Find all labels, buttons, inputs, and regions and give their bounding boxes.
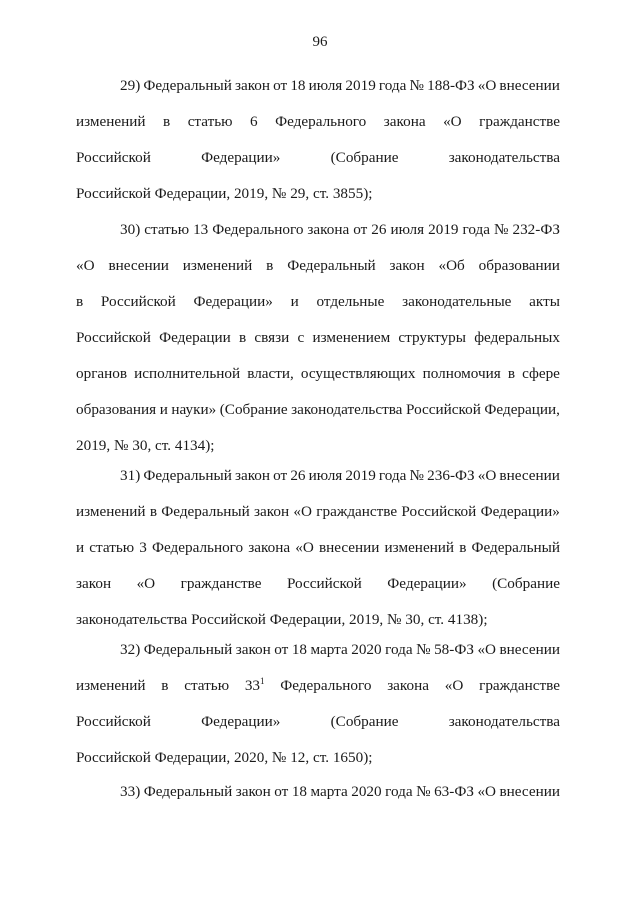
word: 6 [250,113,258,130]
word: 18 [291,641,307,658]
word: и [159,401,168,418]
word: сфере [522,365,560,382]
word: Российской [100,293,176,310]
word: (Собрание [492,575,560,592]
word: законодательства [448,713,560,730]
word: № [416,783,431,800]
word: в [239,329,247,346]
word: изменений [182,257,253,274]
word: года [385,641,413,658]
word: Российской [76,713,151,730]
word: «О [477,641,496,658]
word: «О [295,539,314,556]
word: 26 [371,221,387,238]
text-line [76,148,560,168]
word: 13 [193,221,209,238]
word: образования [76,401,157,418]
word: в [163,113,171,130]
word: (Собрание [330,713,399,730]
word: статью [187,113,233,130]
word: «О [444,677,464,694]
word: Федеральный [287,257,376,274]
text-line [120,220,560,240]
word: закон [76,575,112,592]
word: июля [308,467,343,484]
word: Федеральный [161,503,250,520]
word: Федерального [212,221,304,238]
word: закон [389,257,425,274]
word: Федерации» [201,149,281,166]
text-line [76,574,560,594]
text-line [120,466,560,486]
word: «О [76,257,95,274]
superscript: 1 [260,676,265,686]
word: гражданстве [479,677,560,694]
word: № [493,221,509,238]
word: 2020 [351,641,382,658]
word: полномочия [422,365,501,382]
word: 26 [290,467,306,484]
word: и [290,293,299,310]
word: закона [383,113,426,130]
word: органов [76,365,128,382]
word: июля [390,221,425,238]
word: 31) [120,467,141,484]
word: № [416,641,431,658]
word: внесении [499,783,560,800]
word: исполнительной [134,365,241,382]
word: закон [234,77,271,94]
text-line [76,364,560,384]
word: $33^1$ [244,676,265,694]
word: 30) [120,221,141,238]
text-line [120,76,560,96]
word: внесении [318,539,380,556]
word: науки» [171,401,217,418]
word: законодательные [402,293,512,310]
word: акты [529,293,560,310]
word: власти, [247,365,294,382]
word: Российской [286,575,362,592]
word: Федерального [275,113,367,130]
word: осуществляющих [300,365,416,382]
word: Федерации» [201,713,281,730]
text-line [76,676,560,696]
word: в [149,503,157,520]
word: закон [234,467,271,484]
word: «О [443,113,462,130]
word: и [76,539,85,556]
word: с [297,329,305,346]
text-line: Российской Федерации, 2020, № 12, ст. 1650); [76,749,373,766]
word: изменением [312,329,391,346]
word: структуры [398,329,466,346]
word: отдельные [316,293,385,310]
word: 2020 [351,783,382,800]
word: Федерального [151,539,244,556]
word: года [462,221,490,238]
word: статью [89,539,135,556]
text-line [76,328,560,348]
word: образовании [478,257,560,274]
word: статью [184,677,230,694]
text-line [76,292,560,312]
text-line [76,538,560,558]
word: Федеральный [143,77,232,94]
word: 58-ФЗ [434,641,474,658]
word: Федерального [280,677,372,694]
word: закона [248,539,291,556]
word: закона [307,221,350,238]
word: Федерации, [484,401,560,418]
word: законодательства [291,401,403,418]
word: 232-ФЗ [512,221,560,238]
word: № [409,467,425,484]
word: внесении [499,641,560,658]
word: Российской [401,503,477,520]
word: от [274,783,289,800]
word: от [353,221,368,238]
word: гражданстве [479,113,560,130]
word: (Собрание [330,149,399,166]
word: 3 [139,539,147,556]
word: «О [136,575,156,592]
word: года [385,783,413,800]
text-line [120,782,560,802]
word: года [378,467,407,484]
text-line: Российской Федерации, 2019, № 29, ст. 3855); [76,185,373,202]
word: закона [387,677,429,694]
word: внесении [108,257,169,274]
word: связи [254,329,290,346]
text-line [120,640,560,660]
word: 29) [120,77,141,94]
word: № [409,77,425,94]
word: 33) [120,783,141,800]
word: (Собрание [219,401,288,418]
word: 32) [120,641,141,658]
word: в [266,257,274,274]
word: закон [254,503,290,520]
word: Российской [406,401,481,418]
word: Российской [76,329,151,346]
word: от [273,77,288,94]
word: 2019 [428,221,459,238]
word: статью [144,221,190,238]
word: 2019 [345,467,376,484]
word: Федерации» [480,503,560,520]
word: гражданстве [316,503,398,520]
word: изменений [76,113,146,130]
word: Федеральный [143,783,233,800]
word: внесении [499,467,560,484]
text-line [76,256,560,276]
word: июля [308,77,343,94]
word: Федеральный [471,539,560,556]
word: 18 [291,783,307,800]
word: года [378,77,407,94]
word: федеральных [474,329,560,346]
word: в [76,293,84,310]
word: Федерации [159,329,231,346]
word: законодательства [448,149,560,166]
word: марта [310,641,348,658]
word: изменений [384,539,455,556]
word: от [274,641,289,658]
word: 2019 [345,77,376,94]
word: закон [235,641,271,658]
word: «О [477,467,497,484]
word: в [161,677,169,694]
word: изменений [76,503,146,520]
word: «Об [438,257,465,274]
text-line: 2019, № 30, ст. 4134); [76,437,215,454]
word: в [459,539,467,556]
word: 236-ФЗ [427,467,475,484]
word: внесении [499,77,560,94]
word: изменений [76,677,146,694]
page-number: 96 [312,34,328,50]
word: 18 [290,77,306,94]
word: закон [235,783,271,800]
word: «О [293,503,312,520]
word: от [273,467,288,484]
text-line [76,502,560,522]
word: 188-ФЗ [427,77,475,94]
word: «О [477,783,496,800]
text-line [76,112,560,132]
word: Федерации» [387,575,467,592]
word: Федеральный [143,467,232,484]
word: 63-ФЗ [434,783,474,800]
word: гражданстве [180,575,262,592]
word: «О [477,77,497,94]
text-line [76,400,560,420]
word: Федерации» [193,293,273,310]
word: Федеральный [143,641,233,658]
word: в [507,365,515,382]
text-line: законодательства Российской Федерации, 2019, № 30, ст. 4138); [76,611,488,628]
word: Российской [76,149,151,166]
word: марта [310,783,348,800]
text-line [76,712,560,732]
